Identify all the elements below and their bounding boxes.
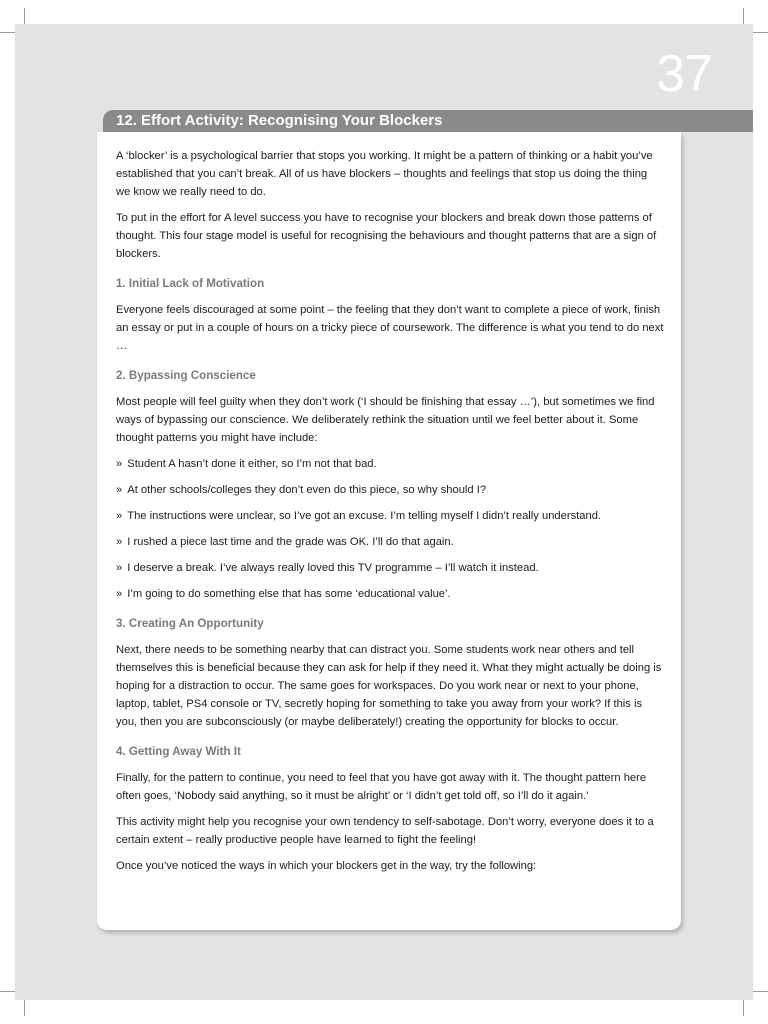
page-number: 37 — [656, 45, 712, 103]
page-title: 12. Effort Activity: Recognising Your Blockers — [116, 112, 443, 129]
section-heading: 4. Getting Away With It — [116, 745, 241, 758]
list-item — [116, 507, 664, 525]
intro-paragraph: A ‘blocker’ is a psychological barrier that stops you working. It might be a pattern of thinking or a habit you’ve established that you can’t break. All of us have blockers – thoughts and feelings that stop us doing the thing we know we really need to do. — [116, 150, 653, 198]
list-item-text: I deserve a break. I’ve always really loved this TV programme – I’ll watch it instead. — [127, 562, 539, 574]
crop-mark — [753, 32, 768, 33]
list-item-text: Student A hasn’t done it either, so I’m not that bad. — [127, 458, 377, 470]
list-item-text: I’m going to do something else that has some ‘educational value’. — [127, 588, 451, 600]
crop-mark — [0, 32, 15, 33]
section-paragraph: Most people will feel guilty when they don’t work (‘I should be finishing that essay …’), but sometimes we find ways of bypassing our conscience. We deliberately rethink the situation until we feel better about it. Some thought patterns you might have include: — [116, 396, 655, 444]
list-item — [116, 559, 664, 577]
crop-mark — [743, 8, 744, 24]
bullet-marker: » — [116, 458, 123, 470]
section-paragraph: Next, there needs to be something nearby that can distract you. Some students work near others and tell themselves this is beneficial because they can ask for help if they need it. What they might actually be doing is hoping for a distraction to occur. The same goes for workspaces. Do you work near or next to your phone, laptop, tablet, PS4 console or TV, secretly hoping for something to take you away from your work? If this is you, then you are subconsciously (or maybe deliberately!) creating the opportunity for blocks to occur. — [116, 644, 662, 728]
bullet-marker: » — [116, 562, 123, 574]
section-heading: 3. Creating An Opportunity — [116, 617, 264, 630]
crop-mark — [24, 8, 25, 24]
list-item-text: At other schools/colleges they don’t even do this piece, so why should I? — [127, 484, 487, 496]
list-item — [116, 481, 664, 499]
list-item — [116, 533, 664, 551]
crop-mark — [743, 1000, 744, 1016]
list-item — [116, 585, 664, 603]
crop-mark — [24, 1000, 25, 1016]
intro-paragraph: To put in the effort for A level success you have to recognise your blockers and break down those patterns of thought. This four stage model is useful for recognising the behaviours and thought patterns that are a sign of blockers. — [116, 212, 657, 260]
bullet-marker: » — [116, 536, 123, 548]
bullet-marker: » — [116, 484, 123, 496]
section-heading: 2. Bypassing Conscience — [116, 369, 256, 382]
bullet-marker: » — [116, 588, 123, 600]
section-paragraph: Finally, for the pattern to continue, you need to feel that you have got away with it. The thought pattern here often goes, ‘Nobody said anything, so it must be alright’ or ‘I didn’t get told off, so I’ll do it again.’ — [116, 772, 647, 802]
crop-mark — [0, 991, 15, 992]
bullet-marker: » — [116, 510, 123, 522]
content-body — [116, 147, 664, 883]
crop-mark — [753, 991, 768, 992]
list-item-text: The instructions were unclear, so I’ve got an excuse. I’m telling myself I didn’t really understand. — [127, 510, 602, 522]
section-heading: 1. Initial Lack of Motivation — [116, 277, 265, 290]
section-paragraph: This activity might help you recognise your own tendency to self-sabotage. Don’t worry, everyone does it to a certain extent – really productive people have learned to fight the feeling! — [116, 816, 654, 846]
section-paragraph: Once you’ve noticed the ways in which your blockers get in the way, try the following: — [116, 860, 537, 872]
list-item — [116, 455, 664, 473]
list-item-text: I rushed a piece last time and the grade was OK. I’ll do that again. — [127, 536, 454, 548]
section-paragraph: Everyone feels discouraged at some point – the feeling that they don’t want to complete a piece of work, finish an essay or put in a couple of hours on a tricky piece of coursework. The difference is what you tend to do next … — [116, 304, 664, 352]
